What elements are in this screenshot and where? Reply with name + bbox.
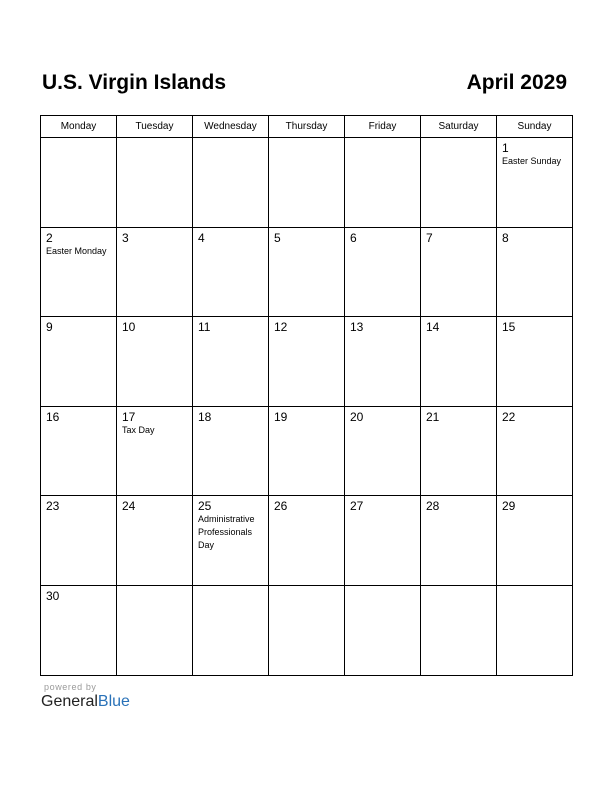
calendar-month-title: April 2029 [466, 71, 567, 94]
day-number: 28 [426, 499, 440, 514]
calendar-day-cell [421, 317, 497, 407]
day-number: 14 [426, 320, 440, 335]
brand-general-text: General [41, 693, 98, 710]
calendar-day-cell [193, 138, 269, 228]
calendar-day-cell [41, 406, 117, 496]
day-number: 16 [46, 409, 60, 424]
day-number: 8 [502, 230, 509, 245]
day-number: 7 [426, 230, 433, 245]
day-number: 21 [426, 409, 440, 424]
calendar-day-cell [345, 406, 421, 496]
day-number: 23 [46, 499, 60, 514]
calendar-day-cell [269, 317, 345, 407]
day-number: 19 [274, 409, 288, 424]
calendar-day-cell [269, 496, 345, 586]
day-number: 29 [502, 499, 516, 514]
day-number: 17 [122, 409, 136, 424]
calendar-grid [40, 115, 573, 676]
brand-blue-text: Blue [97, 693, 130, 710]
calendar-day-cell [345, 585, 421, 675]
calendar-day-cell [41, 227, 117, 317]
calendar-day-cell [41, 496, 117, 586]
calendar-day-cell [193, 585, 269, 675]
calendar-day-cell [269, 227, 345, 317]
calendar-region-title: U.S. Virgin Islands [42, 71, 226, 94]
day-number: 22 [502, 409, 516, 424]
calendar-day-cell [345, 227, 421, 317]
holiday-label: Easter Sunday [502, 156, 562, 166]
day-number: 3 [122, 230, 129, 245]
weekday-header: Friday [345, 116, 421, 138]
calendar-day-cell [421, 227, 497, 317]
day-number: 18 [198, 409, 212, 424]
day-number: 25 [198, 499, 212, 514]
calendar-day-cell [497, 227, 573, 317]
calendar-day-cell [41, 317, 117, 407]
calendar-day-cell [193, 406, 269, 496]
calendar-day-cell [269, 585, 345, 675]
calendar-day-cell [193, 496, 269, 586]
calendar-day-cell [41, 585, 117, 675]
calendar-day-cell [117, 496, 193, 586]
calendar-week-row [41, 317, 573, 407]
day-number: 20 [350, 409, 364, 424]
calendar-day-cell [117, 585, 193, 675]
weekday-header: Wednesday [193, 116, 269, 138]
day-number: 2 [46, 230, 53, 245]
generalblue-logo[interactable] [41, 693, 130, 711]
calendar-day-cell [421, 496, 497, 586]
weekday-header: Saturday [421, 116, 497, 138]
calendar-day-cell [117, 406, 193, 496]
calendar-week-row [41, 496, 573, 586]
day-number: 13 [350, 320, 364, 335]
day-number: 11 [198, 320, 211, 335]
weekday-header: Sunday [497, 116, 573, 138]
day-number: 6 [350, 230, 357, 245]
day-number: 12 [274, 320, 288, 335]
calendar-day-cell [117, 138, 193, 228]
calendar-day-cell [421, 138, 497, 228]
holiday-label: Tax Day [122, 424, 155, 435]
weekday-header: Monday [41, 116, 117, 138]
day-number: 10 [122, 320, 136, 335]
calendar-day-cell [269, 138, 345, 228]
day-number: 27 [350, 499, 364, 514]
holiday-label: Easter Monday [46, 245, 107, 256]
calendar-week-row [41, 406, 573, 496]
calendar-day-cell [193, 317, 269, 407]
calendar-week-row [41, 138, 573, 228]
weekday-header: Thursday [269, 116, 345, 138]
calendar-day-cell [193, 227, 269, 317]
day-number: 4 [198, 230, 205, 245]
day-number: 5 [274, 230, 281, 245]
powered-by-text: powered by [44, 682, 97, 692]
day-number: 9 [46, 320, 53, 335]
calendar-day-cell [117, 227, 193, 317]
weekday-header: Tuesday [117, 116, 193, 138]
calendar-day-cell [345, 496, 421, 586]
calendar-day-cell [497, 496, 573, 586]
day-number: 26 [274, 499, 288, 514]
day-number: 30 [46, 588, 60, 603]
calendar-day-cell [41, 138, 117, 228]
holiday-label: Administrative Professionals Day [198, 514, 255, 551]
calendar-day-cell [497, 138, 573, 228]
day-number: 1 [502, 141, 509, 155]
calendar-day-cell [497, 406, 573, 496]
calendar-day-cell [117, 317, 193, 407]
calendar-day-cell [421, 585, 497, 675]
calendar-week-row [41, 585, 573, 675]
calendar-day-cell [497, 585, 573, 675]
day-number: 15 [502, 320, 516, 335]
calendar-day-cell [345, 138, 421, 228]
calendar-day-cell [269, 406, 345, 496]
calendar-day-cell [345, 317, 421, 407]
day-number: 24 [122, 499, 136, 514]
calendar-day-cell [497, 317, 573, 407]
calendar-week-row [41, 227, 573, 317]
calendar-day-cell [421, 406, 497, 496]
weekday-header-row [41, 116, 573, 138]
